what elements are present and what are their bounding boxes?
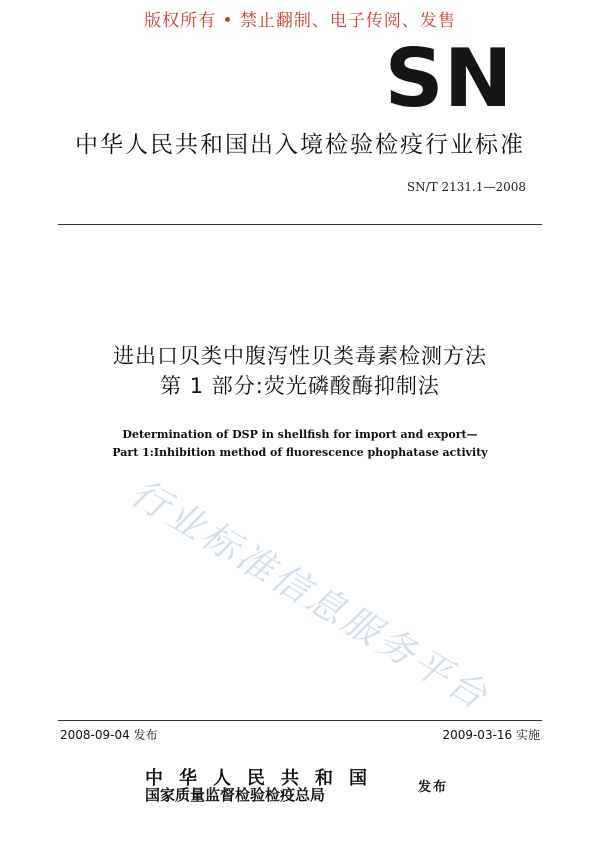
sn-logo-text: SN [384,44,513,110]
bottom-divider [58,720,542,721]
sn-logo [383,44,514,110]
top-divider [58,224,542,225]
implementation-date: 2009-03-16 实施 [442,728,540,742]
issued-label: 发布 [418,780,449,795]
issuer-country: 中华人民共和国 [145,768,383,789]
title-zh-line2: 第 1 部分:荧光磷酸酶抑制法 [160,374,440,398]
copyright-notice: 版权所有 • 禁止翻制、电子传阅、发售 [144,11,456,31]
issuer-agency: 国家质量监督检验检疫总局 [145,786,326,804]
issuing-authority: 中华人民共和国出入境检验检疫行业标准 [75,132,525,158]
title-en-line2: Part 1:Inhibition method of fluorescence phophatase activity [112,446,488,459]
standard-number: SN/T 2131.1—2008 [406,180,526,194]
publication-date: 2008-09-04 发布 [60,728,158,742]
title-zh-line1: 进出口贝类中腹泻性贝类毒素检测方法 [113,344,487,368]
title-en-line1: Determination of DSP in shellfish for import and export— [122,428,478,441]
watermark: 行业标准信息服务平台 [123,470,497,720]
